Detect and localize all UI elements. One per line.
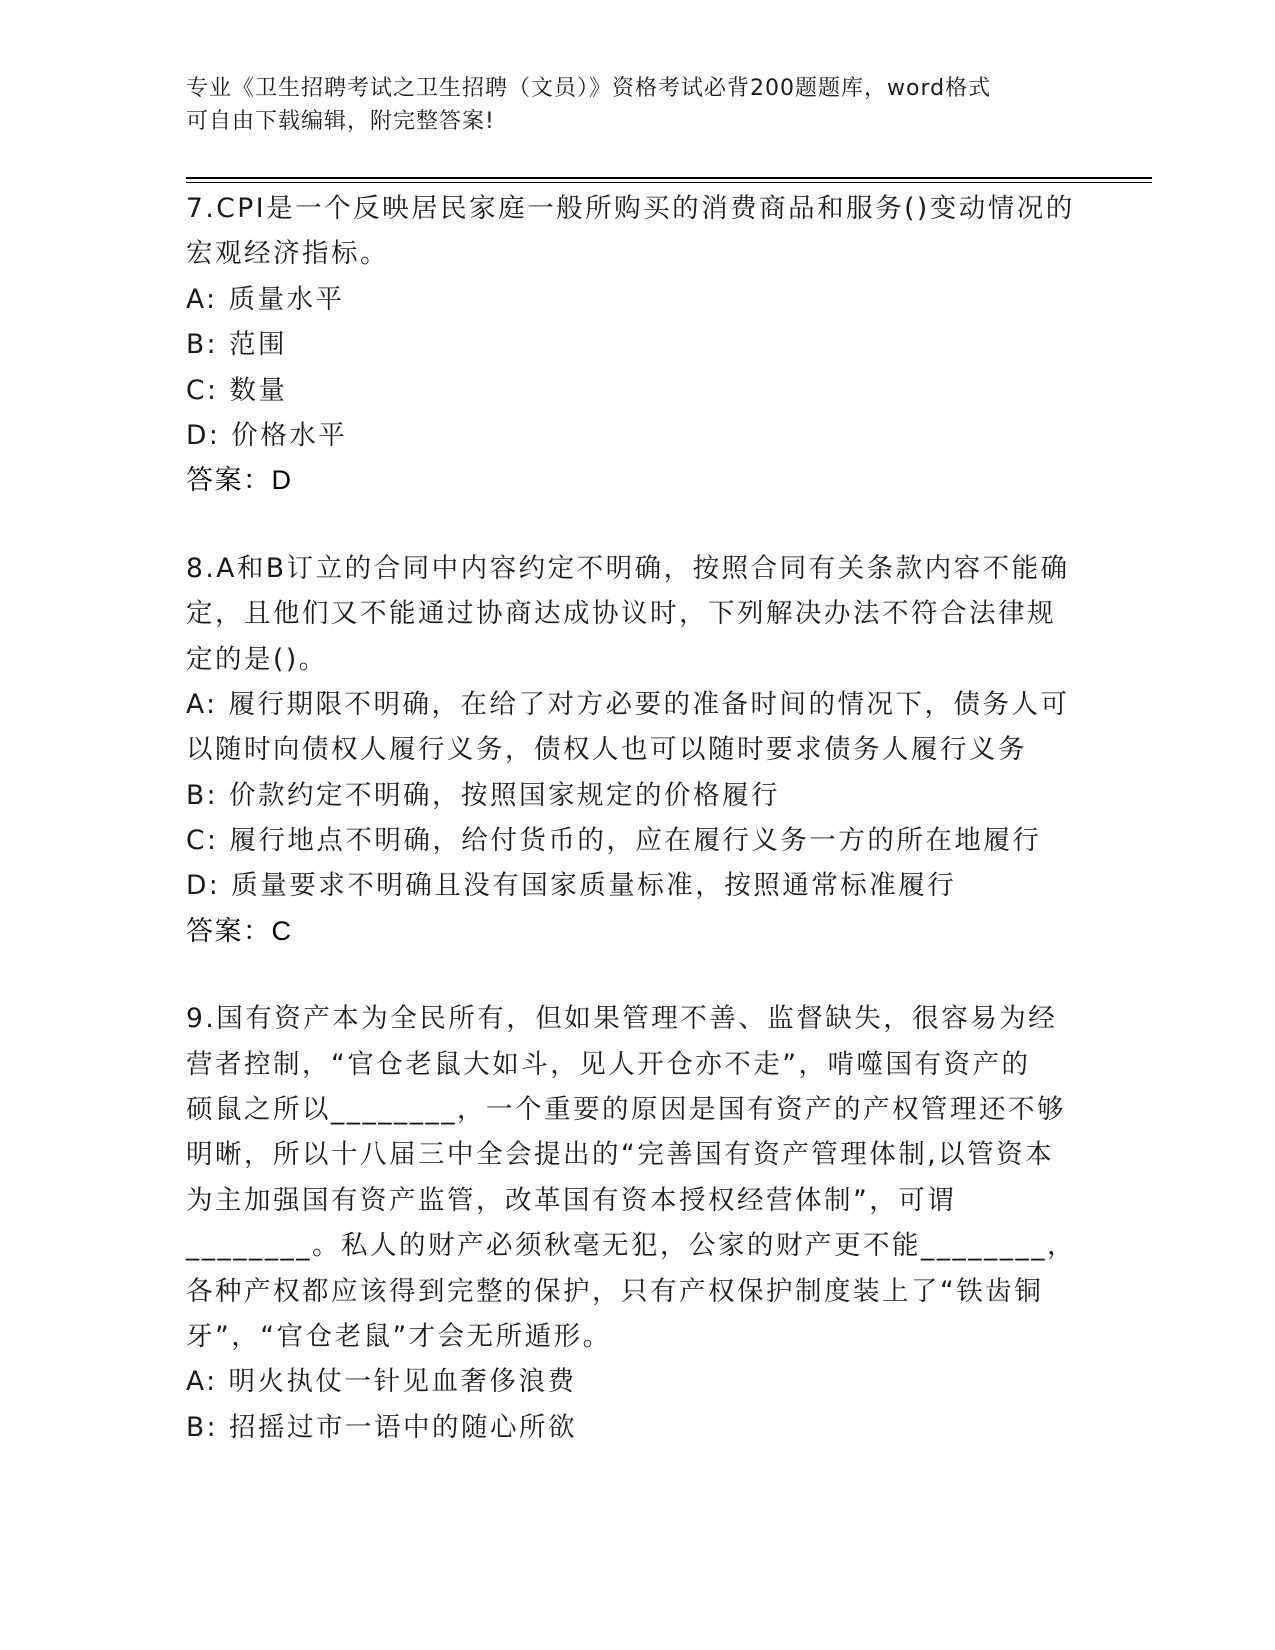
- question-7-stem-line-2: 宏观经济指标。: [186, 238, 389, 270]
- question-list: [186, 186, 1086, 1450]
- question-9-stem-line-2: 营者控制，“官仓老鼠大如斗，见人开仓亦不走”，啃噬国有资产的: [186, 1048, 1031, 1080]
- question-9-option-b: B: 招摇过市一语中的随心所欲: [186, 1411, 578, 1443]
- question-9-stem-line-6: ________。私人的财产必须秋毫无犯，公家的财产更不能________，: [186, 1230, 1076, 1262]
- question-8-stem-line-2: 定，且他们又不能通过协商达成协议时，下列解决办法不符合法律规: [186, 598, 1056, 630]
- question-9-stem-line-7: 各种产权都应该得到完整的保护，只有产权保护制度装上了“铁齿铜: [186, 1275, 1044, 1307]
- question-7-option-d: D: 价格水平: [186, 419, 348, 451]
- question-7-option-c: C: 数量: [186, 374, 288, 406]
- question-7-option-b: B: 范围: [186, 329, 288, 361]
- question-7-option-a: A: 质量水平: [186, 283, 345, 315]
- question-spacer: [186, 954, 1086, 996]
- question-9-stem-line-3: 硕鼠之所以________，一个重要的原因是国有资产的产权管理还不够: [186, 1094, 1066, 1126]
- question-9: [186, 996, 1086, 1450]
- question-9-stem-line-8: 牙”，“官仓老鼠”才会无所遁形。: [186, 1320, 612, 1352]
- question-8-option-c: C: 履行地点不明确，给付货币的，应在履行义务一方的所在地履行: [186, 825, 1042, 857]
- document-header: [186, 72, 1066, 138]
- question-9-stem-line-4: 明晰，所以十八届三中全会提出的“完善国有资产管理体制,以管资本: [186, 1139, 1055, 1171]
- question-8-option-a-line-1: A: 履行期限不明确，在给了对方必要的准备时间的情况下，债务人可: [186, 688, 1070, 720]
- question-8-stem-line-3: 定的是()。: [186, 643, 328, 675]
- question-8-option-b: B: 价款约定不明确，按照国家规定的价格履行: [186, 779, 781, 811]
- question-8-option-a-line-2: 以随时向债权人履行义务，债权人也可以随时要求债务人履行义务: [186, 734, 1027, 766]
- header-divider-thin: [186, 182, 1152, 183]
- question-7-answer: 答案：D: [186, 465, 293, 496]
- question-9-option-a: A: 明火执仗一针见血奢侈浪费: [186, 1366, 577, 1398]
- header-title-line-1: 专业《卫生招聘考试之卫生招聘（文员）》资格考试必背200题题库，word格式: [186, 76, 992, 101]
- question-7-stem-line-1: 7.CPI是一个反映居民家庭一般所购买的消费商品和服务()变动情况的: [186, 193, 1075, 224]
- question-9-stem-line-1: 9.国有资产本为全民所有，但如果管理不善、监督缺失，很容易为经: [186, 1003, 1058, 1035]
- question-spacer: [186, 504, 1086, 546]
- question-8: [186, 546, 1086, 955]
- question-7: [186, 186, 1086, 504]
- question-8-answer: 答案：C: [186, 915, 293, 946]
- question-8-stem-line-1: 8.A和B订立的合同中内容约定不明确，按照合同有关条款内容不能确: [186, 552, 1070, 584]
- header-title-line-2: 可自由下载编辑，附完整答案!: [186, 109, 495, 134]
- header-divider-thick: [186, 177, 1152, 179]
- question-8-option-d: D: 质量要求不明确且没有国家质量标准，按照通常标准履行: [186, 870, 957, 902]
- question-9-stem-line-5: 为主加强国有资产监管，改革国有资本授权经营体制”，可谓: [186, 1184, 957, 1216]
